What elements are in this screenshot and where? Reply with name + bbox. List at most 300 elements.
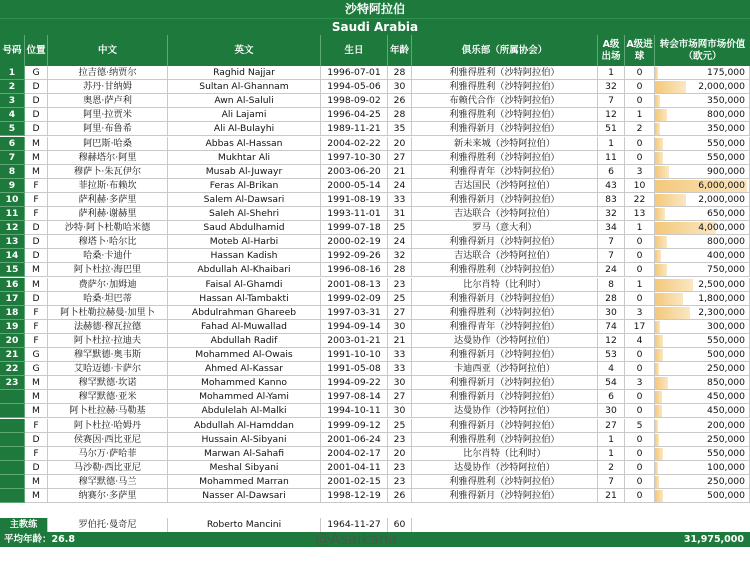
value-text: 850,000 — [707, 377, 745, 389]
cell-birth: 2003-01-21 — [321, 334, 388, 348]
cell-value — [655, 292, 750, 306]
value-text: 350,000 — [707, 123, 745, 135]
cell-age: 25 — [388, 221, 412, 235]
table-title: 沙特阿拉伯 — [0, 0, 750, 18]
cell-num: 16 — [0, 278, 25, 292]
cell-value — [655, 235, 750, 249]
cell-pos: D — [25, 221, 48, 235]
cell-club: 布赖代合作（沙特阿拉伯） — [412, 94, 598, 108]
cell-num: 15 — [0, 263, 25, 277]
cell-value — [655, 461, 750, 475]
value-bar — [655, 279, 693, 291]
cell-goals: 5 — [625, 419, 655, 433]
cell-apps: 27 — [598, 419, 625, 433]
cell-goals: 0 — [625, 404, 655, 418]
cell-num: 1 — [0, 66, 25, 80]
cell-club: 吉达联合（沙特阿拉伯） — [412, 249, 598, 263]
cell-club: 利雅得胜利（沙特阿拉伯） — [412, 80, 598, 94]
cell-age: 33 — [388, 193, 412, 207]
value-bar — [655, 490, 663, 502]
cell-apps: 7 — [598, 235, 625, 249]
table-row — [0, 376, 750, 390]
cell-club: 新未来城（沙特阿拉伯） — [412, 137, 598, 151]
table-row — [0, 66, 750, 80]
value-bar — [655, 476, 659, 488]
cell-age: 21 — [388, 334, 412, 348]
table-row — [0, 447, 750, 461]
cell-goals: 1 — [625, 221, 655, 235]
value-text: 250,000 — [707, 433, 745, 445]
cell-birth: 1994-10-11 — [321, 404, 388, 418]
value-bar — [655, 264, 667, 276]
value-text: 2,300,000 — [698, 306, 745, 318]
cell-age: 24 — [388, 235, 412, 249]
cell-age: 23 — [388, 278, 412, 292]
value-text: 350,000 — [707, 95, 745, 107]
cell-goals: 0 — [625, 433, 655, 447]
table-row — [0, 179, 750, 193]
cell-goals: 0 — [625, 362, 655, 376]
cell-birth: 1993-11-01 — [321, 207, 388, 221]
cell-club: 利雅得新月（沙特阿拉伯） — [412, 489, 598, 503]
cell-en: Mohammed Marran — [168, 475, 321, 489]
cell-en: Hussain Al-Sibyani — [168, 433, 321, 447]
cell-pos: M — [25, 376, 48, 390]
cell-birth: 1994-05-06 — [321, 80, 388, 94]
cell-goals: 0 — [625, 235, 655, 249]
cell-goals: 3 — [625, 306, 655, 320]
cell-cn: 侯赛因·西比亚尼 — [48, 433, 168, 447]
watermark: @Asaikana — [315, 530, 398, 548]
cell-value — [655, 221, 750, 235]
table-row — [0, 235, 750, 249]
cell-cn: 马尔万·萨哈菲 — [48, 447, 168, 461]
cell-en: Meshal Sibyani — [168, 461, 321, 475]
table-row — [0, 165, 750, 179]
header-apps: A级出场 — [598, 35, 625, 66]
cell-age: 23 — [388, 461, 412, 475]
cell-cn: 穆赫塔尔·阿里 — [48, 151, 168, 165]
value-bar — [655, 448, 663, 460]
cell-birth: 2003-06-20 — [321, 165, 388, 179]
average-age: 平均年龄：26.8 — [4, 534, 75, 545]
cell-club: 利雅得胜利（沙特阿拉伯） — [412, 151, 598, 165]
value-bar — [655, 462, 658, 474]
cell-cn: 苏丹·甘纳姆 — [48, 80, 168, 94]
table-row — [0, 108, 750, 122]
value-text: 175,000 — [707, 67, 745, 78]
cell-num: 6 — [0, 137, 25, 151]
cell-age: 32 — [388, 249, 412, 263]
cell-goals: 0 — [625, 263, 655, 277]
value-bar — [655, 81, 686, 93]
value-bar — [655, 391, 662, 403]
cell-cn: 穆罕默德·马兰 — [48, 475, 168, 489]
cell-goals: 10 — [625, 179, 655, 193]
value-bar — [655, 208, 665, 220]
cell-en: Moteb Al-Harbi — [168, 235, 321, 249]
cell-pos: D — [25, 122, 48, 136]
cell-cn: 费萨尔·加姆迪 — [48, 278, 168, 292]
header-pos: 位置 — [25, 35, 48, 66]
cell-en: Musab Al-Juwayr — [168, 165, 321, 179]
cell-birth: 1999-07-18 — [321, 221, 388, 235]
value-bar — [655, 293, 683, 305]
table-header — [0, 35, 750, 66]
value-text: 6,000,000 — [698, 179, 745, 191]
cell-cn: 纳赛尔·多萨里 — [48, 489, 168, 503]
cell-cn: 穆罕默德·亚米 — [48, 390, 168, 404]
cell-pos: M — [25, 404, 48, 418]
cell-age: 33 — [388, 348, 412, 362]
cell-pos: D — [25, 461, 48, 475]
cell-birth: 1996-08-16 — [321, 263, 388, 277]
value-bar — [655, 123, 660, 135]
cell-apps: 1 — [598, 433, 625, 447]
cell-age: 30 — [388, 376, 412, 390]
value-text: 550,000 — [707, 447, 745, 459]
cell-birth: 1996-04-25 — [321, 108, 388, 122]
cell-num — [0, 461, 25, 475]
cell-club: 达曼协作（沙特阿拉伯） — [412, 334, 598, 348]
cell-birth: 1999-02-09 — [321, 292, 388, 306]
cell-age: 27 — [388, 151, 412, 165]
table-row — [0, 419, 750, 433]
table-row — [0, 348, 750, 362]
cell-apps: 11 — [598, 151, 625, 165]
cell-pos: F — [25, 207, 48, 221]
cell-value — [655, 151, 750, 165]
value-text: 750,000 — [707, 264, 745, 276]
cell-club: 利雅得胜利（沙特阿拉伯） — [412, 263, 598, 277]
table-row — [0, 320, 750, 334]
table-row — [0, 221, 750, 235]
cell-age: 30 — [388, 404, 412, 418]
cell-goals: 0 — [625, 475, 655, 489]
cell-en: Marwan Al-Sahafi — [168, 447, 321, 461]
cell-age: 31 — [388, 207, 412, 221]
cell-apps: 34 — [598, 221, 625, 235]
cell-value — [655, 376, 750, 390]
cell-cn: 沙特·阿卜杜勒哈米德 — [48, 221, 168, 235]
cell-apps: 12 — [598, 108, 625, 122]
cell-pos: D — [25, 235, 48, 249]
cell-club: 利雅得胜利（沙特阿拉伯） — [412, 108, 598, 122]
cell-pos: M — [25, 165, 48, 179]
header-birth: 生日 — [321, 35, 388, 66]
cell-club: 利雅得新月（沙特阿拉伯） — [412, 419, 598, 433]
value-text: 200,000 — [707, 419, 745, 431]
cell-en: Mohammed Kanno — [168, 376, 321, 390]
value-bar — [655, 434, 659, 446]
cell-birth: 2001-04-11 — [321, 461, 388, 475]
coach-age: 60 — [388, 518, 412, 532]
cell-en: Mohammed Al-Owais — [168, 348, 321, 362]
cell-club: 利雅得胜利（沙特阿拉伯） — [412, 66, 598, 80]
header-num: 号码 — [0, 35, 25, 66]
cell-birth: 2001-08-13 — [321, 278, 388, 292]
cell-pos: F — [25, 179, 48, 193]
header-cn: 中文 — [48, 35, 168, 66]
cell-apps: 7 — [598, 475, 625, 489]
cell-pos: M — [25, 475, 48, 489]
cell-birth: 1991-05-08 — [321, 362, 388, 376]
cell-num: 10 — [0, 193, 25, 207]
cell-cn: 阿巴斯·哈桑 — [48, 137, 168, 151]
cell-value — [655, 165, 750, 179]
total-value: 31,975,000 — [683, 534, 744, 545]
cell-num: 14 — [0, 249, 25, 263]
cell-en: Abdullah Al-Khaibari — [168, 263, 321, 277]
cell-pos: D — [25, 249, 48, 263]
cell-goals: 0 — [625, 249, 655, 263]
cell-age: 33 — [388, 362, 412, 376]
cell-num: 5 — [0, 122, 25, 136]
table-row — [0, 334, 750, 348]
cell-apps: 21 — [598, 489, 625, 503]
cell-club: 利雅得胜利（沙特阿拉伯） — [412, 433, 598, 447]
cell-club: 利雅得新月（沙特阿拉伯） — [412, 193, 598, 207]
cell-age: 23 — [388, 433, 412, 447]
cell-birth: 2001-06-24 — [321, 433, 388, 447]
table-row — [0, 122, 750, 136]
header-en: 英文 — [168, 35, 321, 66]
cell-num: 13 — [0, 235, 25, 249]
value-text: 650,000 — [707, 208, 745, 219]
cell-num: 9 — [0, 179, 25, 193]
cell-goals: 0 — [625, 489, 655, 503]
cell-apps: 24 — [598, 263, 625, 277]
cell-club: 利雅得新月（沙特阿拉伯） — [412, 235, 598, 249]
cell-num: 21 — [0, 348, 25, 362]
cell-value — [655, 122, 750, 136]
cell-en: Awn Al-Saluli — [168, 94, 321, 108]
cell-cn: 哈桑·卡迪什 — [48, 249, 168, 263]
value-bar — [655, 194, 686, 206]
header-goals: A级进球 — [625, 35, 655, 66]
cell-value — [655, 263, 750, 277]
table-row — [0, 193, 750, 207]
cell-goals: 0 — [625, 94, 655, 108]
cell-cn: 菲拉斯·布赖坎 — [48, 179, 168, 193]
table-row — [0, 489, 750, 503]
cell-club: 利雅得新月（沙特阿拉伯） — [412, 122, 598, 136]
cell-apps: 1 — [598, 447, 625, 461]
cell-num: 3 — [0, 94, 25, 108]
cell-age: 20 — [388, 447, 412, 461]
cell-cn: 哈桑·坦巴蒂 — [48, 292, 168, 306]
cell-num: 22 — [0, 362, 25, 376]
cell-en: Abdullah Al-Hamddan — [168, 419, 321, 433]
table-row — [0, 80, 750, 94]
table-row — [0, 151, 750, 165]
cell-pos: G — [25, 66, 48, 80]
cell-num: 20 — [0, 334, 25, 348]
cell-cn: 穆罕默德·坎诺 — [48, 376, 168, 390]
cell-value — [655, 66, 750, 80]
value-text: 550,000 — [707, 334, 745, 346]
cell-club: 利雅得胜利（沙特阿拉伯） — [412, 475, 598, 489]
table-subtitle: Saudi Arabia — [0, 18, 750, 35]
cell-cn: 萨利赫·谢赫里 — [48, 207, 168, 221]
cell-goals: 0 — [625, 390, 655, 404]
value-bar — [655, 250, 661, 262]
table-row — [0, 433, 750, 447]
cell-pos: F — [25, 320, 48, 334]
cell-birth: 2004-02-17 — [321, 447, 388, 461]
cell-pos: M — [25, 489, 48, 503]
cell-club: 利雅得青年（沙特阿拉伯） — [412, 165, 598, 179]
table-row — [0, 278, 750, 292]
cell-birth: 1997-10-30 — [321, 151, 388, 165]
cell-value — [655, 207, 750, 221]
cell-value — [655, 334, 750, 348]
cell-en: Ahmed Al-Kassar — [168, 362, 321, 376]
cell-birth: 1998-09-02 — [321, 94, 388, 108]
value-text: 4,000,000 — [698, 222, 745, 234]
cell-value — [655, 193, 750, 207]
coach-en: Roberto Mancini — [168, 518, 321, 532]
cell-age: 28 — [388, 263, 412, 277]
cell-cn: 艾哈迈德·卡萨尔 — [48, 362, 168, 376]
table-row — [0, 207, 750, 221]
cell-en: Ali Lajami — [168, 108, 321, 122]
cell-goals: 1 — [625, 108, 655, 122]
cell-en: Abdullah Radif — [168, 334, 321, 348]
cell-apps: 8 — [598, 278, 625, 292]
value-text: 100,000 — [707, 461, 745, 473]
cell-en: Saleh Al-Shehri — [168, 207, 321, 221]
cell-club: 利雅得新月（沙特阿拉伯） — [412, 376, 598, 390]
cell-pos: M — [25, 390, 48, 404]
cell-age: 26 — [388, 94, 412, 108]
cell-en: Salem Al-Dawsari — [168, 193, 321, 207]
cell-goals: 22 — [625, 193, 655, 207]
cell-age: 28 — [388, 66, 412, 80]
cell-value — [655, 249, 750, 263]
value-text: 400,000 — [707, 250, 745, 262]
cell-club: 利雅得胜利（沙特阿拉伯） — [412, 306, 598, 320]
cell-apps: 30 — [598, 404, 625, 418]
cell-en: Fahad Al-Muwallad — [168, 320, 321, 334]
cell-pos: G — [25, 348, 48, 362]
value-text: 300,000 — [707, 320, 745, 332]
cell-age: 23 — [388, 475, 412, 489]
cell-num: 17 — [0, 292, 25, 306]
value-text: 250,000 — [707, 363, 745, 375]
value-bar — [655, 95, 660, 107]
cell-value — [655, 433, 750, 447]
cell-value — [655, 404, 750, 418]
value-text: 2,000,000 — [698, 193, 745, 205]
cell-num: 11 — [0, 207, 25, 221]
cell-goals: 0 — [625, 66, 655, 80]
cell-age: 25 — [388, 419, 412, 433]
cell-age: 20 — [388, 137, 412, 151]
value-text: 450,000 — [707, 391, 745, 403]
table-row — [0, 137, 750, 151]
value-text: 500,000 — [707, 490, 745, 501]
cell-goals: 17 — [625, 320, 655, 334]
cell-pos: F — [25, 306, 48, 320]
cell-pos: D — [25, 94, 48, 108]
cell-en: Hassan Al-Tambakti — [168, 292, 321, 306]
value-bar — [655, 236, 667, 248]
cell-apps: 4 — [598, 362, 625, 376]
cell-apps: 28 — [598, 292, 625, 306]
cell-birth: 2000-05-14 — [321, 179, 388, 193]
cell-apps: 7 — [598, 249, 625, 263]
cell-apps: 74 — [598, 320, 625, 334]
cell-num — [0, 489, 25, 503]
cell-goals: 0 — [625, 292, 655, 306]
cell-cn: 阿里·拉贾米 — [48, 108, 168, 122]
value-text: 550,000 — [707, 151, 745, 163]
cell-cn: 法赫德·穆瓦拉德 — [48, 320, 168, 334]
cell-birth: 2004-02-22 — [321, 137, 388, 151]
cell-birth: 1989-11-21 — [321, 122, 388, 136]
cell-birth: 1998-12-19 — [321, 489, 388, 503]
cell-en: Mukhtar Ali — [168, 151, 321, 165]
cell-pos: D — [25, 433, 48, 447]
cell-cn: 马沙勒·西比亚尼 — [48, 461, 168, 475]
cell-value — [655, 80, 750, 94]
cell-club: 罗马（意大利） — [412, 221, 598, 235]
cell-club: 达曼协作（沙特阿拉伯） — [412, 461, 598, 475]
cell-apps: 1 — [598, 137, 625, 151]
cell-goals: 2 — [625, 122, 655, 136]
value-bar — [655, 363, 659, 375]
cell-apps: 32 — [598, 80, 625, 94]
table-row — [0, 362, 750, 376]
value-bar — [655, 109, 667, 121]
cell-club: 卡迪西亚（沙特阿拉伯） — [412, 362, 598, 376]
cell-en: Saud Abdulhamid — [168, 221, 321, 235]
cell-num: 18 — [0, 306, 25, 320]
cell-goals: 3 — [625, 165, 655, 179]
cell-num — [0, 390, 25, 404]
value-bar — [655, 420, 658, 432]
value-bar — [655, 377, 668, 389]
cell-goals: 13 — [625, 207, 655, 221]
cell-birth: 1994-09-14 — [321, 320, 388, 334]
value-bar — [655, 307, 690, 319]
cell-pos: M — [25, 137, 48, 151]
cell-pos: M — [25, 278, 48, 292]
value-bar — [655, 166, 669, 178]
cell-value — [655, 390, 750, 404]
cell-birth: 1997-03-31 — [321, 306, 388, 320]
cell-value — [655, 475, 750, 489]
cell-value — [655, 179, 750, 193]
cell-en: Abdulrahman Ghareeb — [168, 306, 321, 320]
cell-apps: 43 — [598, 179, 625, 193]
table-row — [0, 249, 750, 263]
cell-age: 30 — [388, 80, 412, 94]
cell-en: Abdulelah Al-Malki — [168, 404, 321, 418]
value-text: 900,000 — [707, 165, 745, 177]
cell-goals: 0 — [625, 348, 655, 362]
cell-num: 7 — [0, 151, 25, 165]
header-club: 俱乐部（所属协会） — [412, 35, 598, 66]
cell-cn: 拉吉德·纳贾尔 — [48, 66, 168, 80]
value-text: 2,000,000 — [698, 81, 745, 93]
cell-en: Abbas Al-Hassan — [168, 137, 321, 151]
cell-value — [655, 348, 750, 362]
value-text: 2,500,000 — [698, 278, 745, 290]
cell-apps: 6 — [598, 165, 625, 179]
cell-birth: 1997-08-14 — [321, 390, 388, 404]
